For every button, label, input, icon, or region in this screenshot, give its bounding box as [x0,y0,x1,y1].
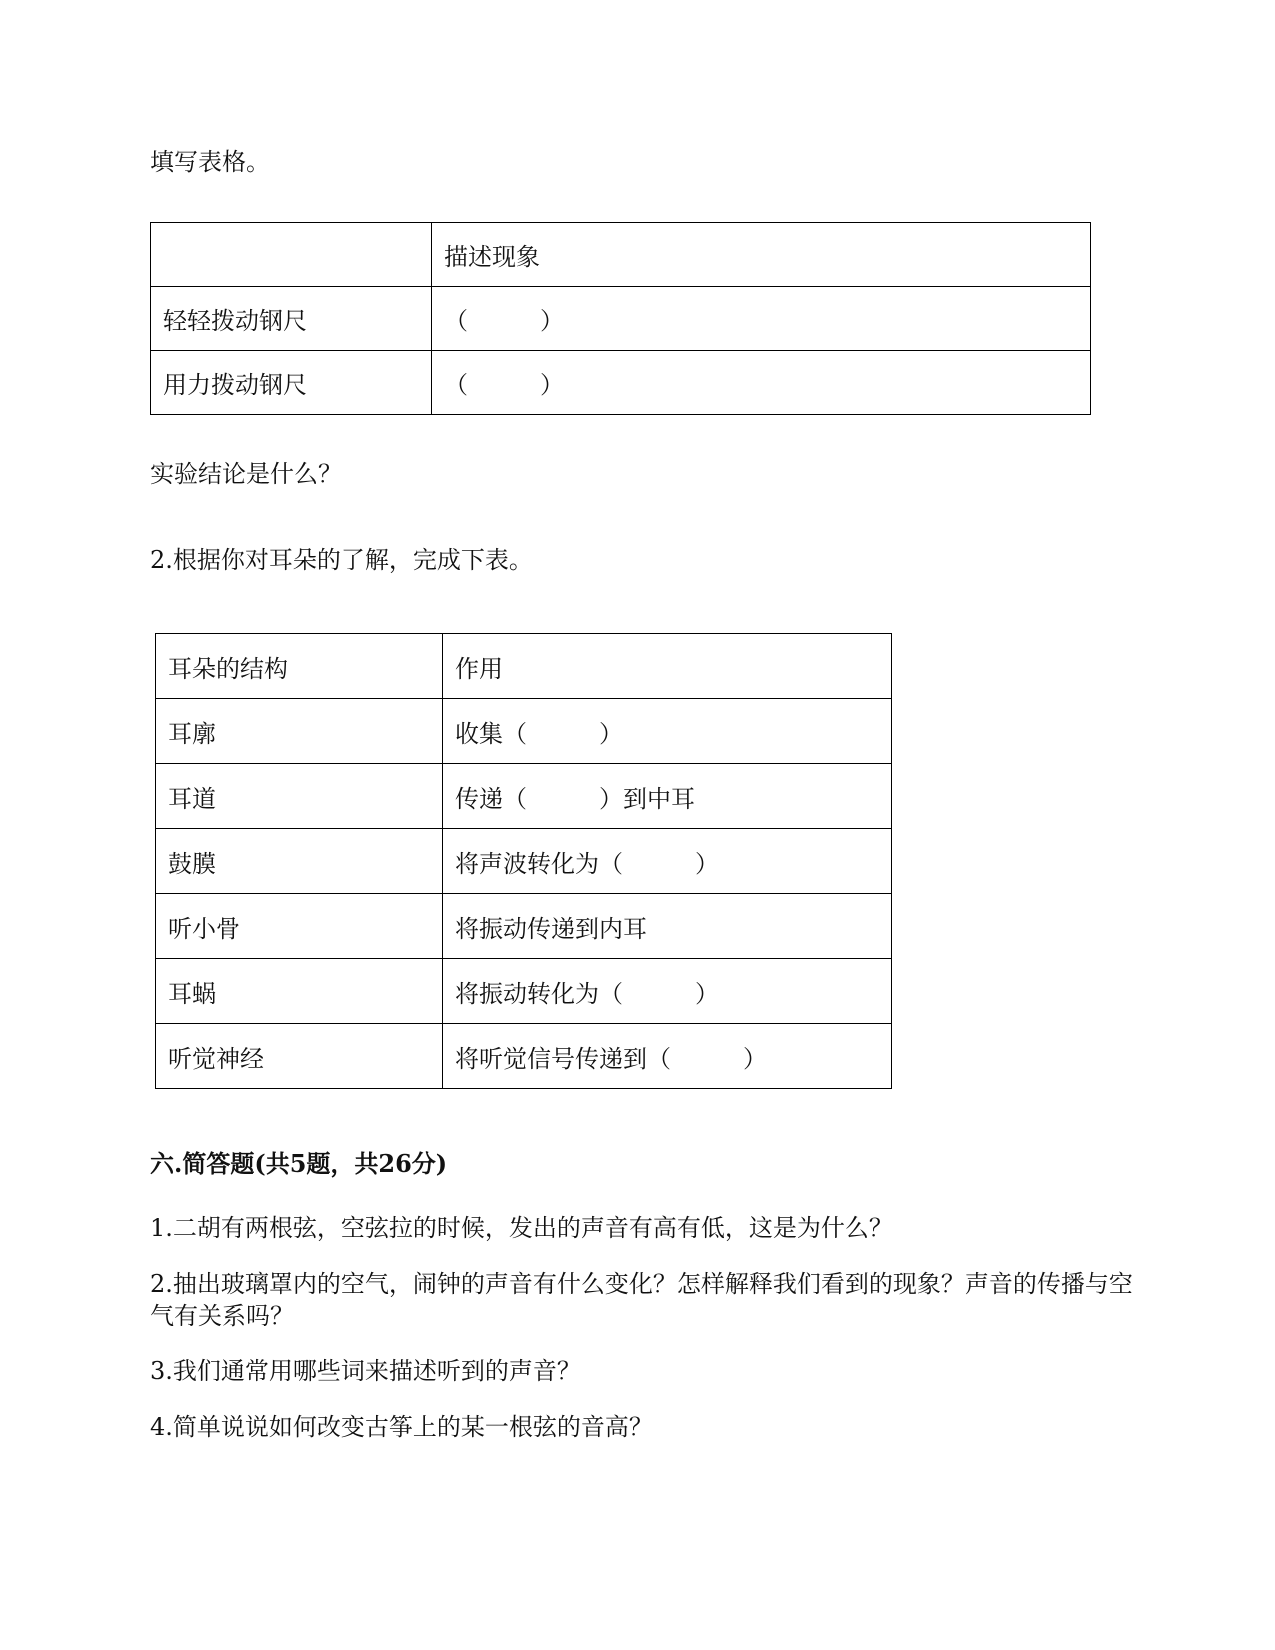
answer-blank-cell[interactable]: 传递（ ）到中耳 [443,764,892,829]
table-row [156,699,892,764]
table-row [156,959,892,1024]
table-cell: 耳廓 [156,699,443,764]
answer-blank-cell[interactable]: 将声波转化为（ ） [443,829,892,894]
table-header-row [156,634,892,699]
table-row [156,764,892,829]
question-item: 3.我们通常用哪些词来描述听到的声音？ [150,1357,581,1385]
table-header-cell: 描述现象 [432,223,1091,287]
answer-blank-cell[interactable]: 收集（ ） [443,699,892,764]
table-cell: 听觉神经 [156,1024,443,1089]
table-header-cell [151,223,432,287]
question-2-title: 2.根据你对耳朵的了解，完成下表。 [150,546,533,574]
table-cell: 耳道 [156,764,443,829]
table-row [156,894,892,959]
table-header-cell: 耳朵的结构 [156,634,443,699]
table-cell: 轻轻拨动钢尺 [151,287,432,351]
conclusion-question: 实验结论是什么？ [150,460,342,488]
table-row [151,287,1091,351]
table-cell: 将振动传递到内耳 [443,894,892,959]
answer-blank-cell[interactable]: 将振动转化为（ ） [443,959,892,1024]
answer-blank-cell[interactable]: （ ） [432,351,1091,415]
answer-blank-cell[interactable]: （ ） [432,287,1091,351]
table-cell: 用力拨动钢尺 [151,351,432,415]
intro-text: 填写表格。 [150,148,270,176]
answer-blank-cell[interactable]: 将听觉信号传递到（ ） [443,1024,892,1089]
ear-structure-table [155,633,892,1089]
table-header-row [151,223,1091,287]
table-row [151,351,1091,415]
table-cell: 耳蜗 [156,959,443,1024]
table-cell: 听小骨 [156,894,443,959]
question-item: 2.抽出玻璃罩内的空气，闹钟的声音有什么变化？怎样解释我们看到的现象？声音的传播与空气有关系吗？ [150,1270,1133,1330]
question-item: 4.简单说说如何改变古筝上的某一根弦的音高？ [150,1413,653,1441]
table-row [156,829,892,894]
table-row [156,1024,892,1089]
section-6-title: 六.简答题(共5题，共26分) [150,1149,448,1178]
table-cell: 鼓膜 [156,829,443,894]
sound-observation-table [150,222,1091,415]
table-header-cell: 作用 [443,634,892,699]
question-item: 1.二胡有两根弦，空弦拉的时候，发出的声音有高有低，这是为什么？ [150,1214,893,1242]
